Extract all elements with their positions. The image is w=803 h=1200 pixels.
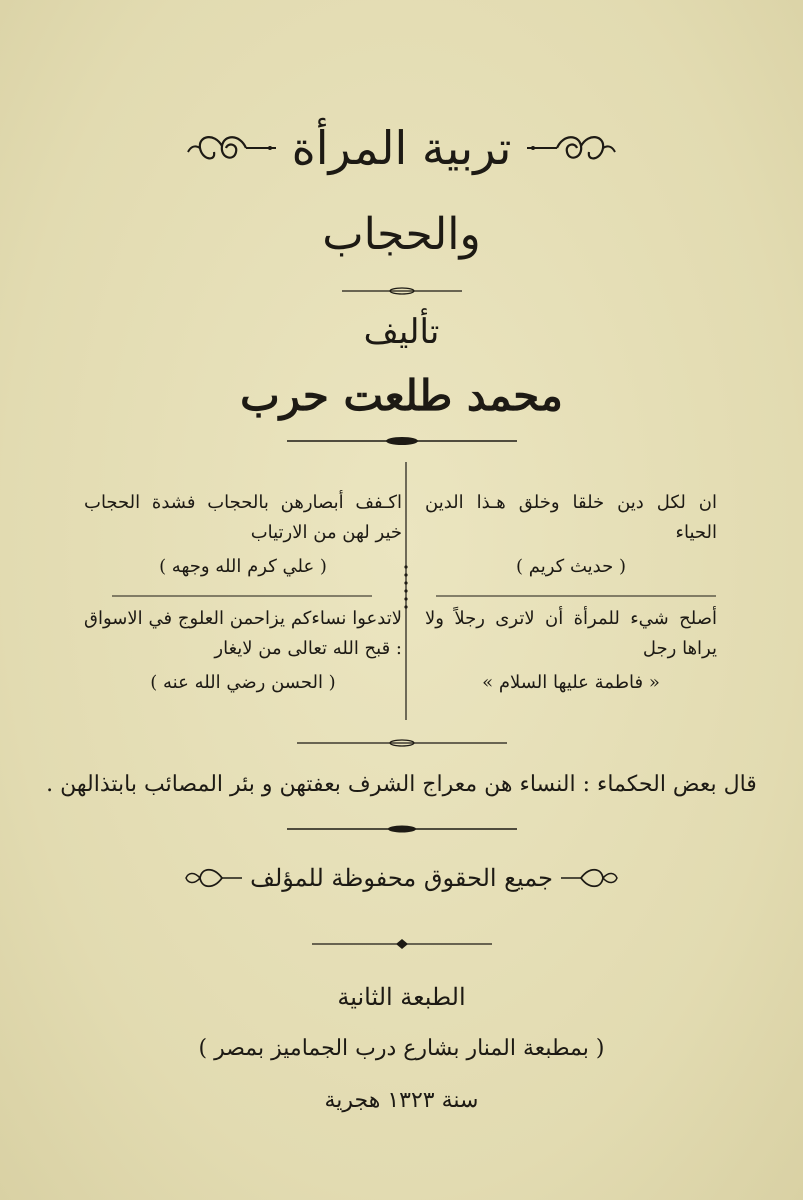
- divider-rule: [287, 822, 517, 836]
- rights-reserved: جميع الحقوق محفوظة للمؤلف: [250, 864, 553, 892]
- divider-rule: [312, 937, 492, 951]
- divider-rule: [342, 284, 462, 298]
- divider-rule: [297, 736, 507, 750]
- rights-block: [0, 858, 803, 898]
- quote-text: اكـفف أبصارهن بالحجاب فشدة الحجاب خير لهن من الارتياب: [84, 492, 402, 543]
- book-title: تربية المرأة: [291, 121, 512, 175]
- quote-attribution: « فاطمة عليها السلام »: [482, 672, 660, 693]
- flourish-ornament-icon: [184, 863, 244, 893]
- author-name: محمد طلعت حرب: [240, 371, 563, 420]
- publication-year: سنة ١٣٢٣ هجرية: [324, 1088, 479, 1113]
- column-rule: [436, 593, 716, 599]
- edition: الطبعة الثانية: [337, 983, 466, 1011]
- quote-hassan: [84, 604, 402, 698]
- quote-hadith: [425, 488, 717, 582]
- book-title-block: [0, 118, 803, 178]
- flourish-ornament-icon: [523, 126, 619, 170]
- flourish-ornament-icon: [184, 126, 280, 170]
- author-label: تأليف: [363, 312, 440, 352]
- column-rule: [112, 593, 372, 599]
- sages-saying: قال بعض الحكماء : النساء هن معراج الشرف بعفتهن و بئر المصائب بابتذالهن .: [46, 772, 757, 797]
- quote-text: لاتدعوا نساءكم يزاحمن العلوج في الاسواق : قبح الله تعالى من لايغار: [84, 608, 402, 659]
- quote-text: ان لكل دين خلقا وخلق هـذا الدين الحياء: [425, 492, 717, 543]
- quote-attribution: ( حديث كريم ): [516, 556, 626, 577]
- quote-text: أصلح شيء للمرأة أن لاترى رجلاً ولا يراها رجل: [425, 608, 717, 659]
- flourish-ornament-icon: [559, 863, 619, 893]
- quote-fatima: [425, 604, 717, 698]
- printing-press: ( بمطبعة المنار بشارع درب الجماميز بمصر ): [198, 1036, 605, 1061]
- quote-attribution: ( علي كرم الله وجهه ): [159, 556, 327, 577]
- divider-rule: [287, 434, 517, 448]
- book-subtitle: والحجاب: [322, 209, 481, 260]
- quote-ali: [84, 488, 402, 582]
- column-divider: [402, 462, 410, 720]
- quote-attribution: ( الحسن رضي الله عنه ): [150, 672, 336, 693]
